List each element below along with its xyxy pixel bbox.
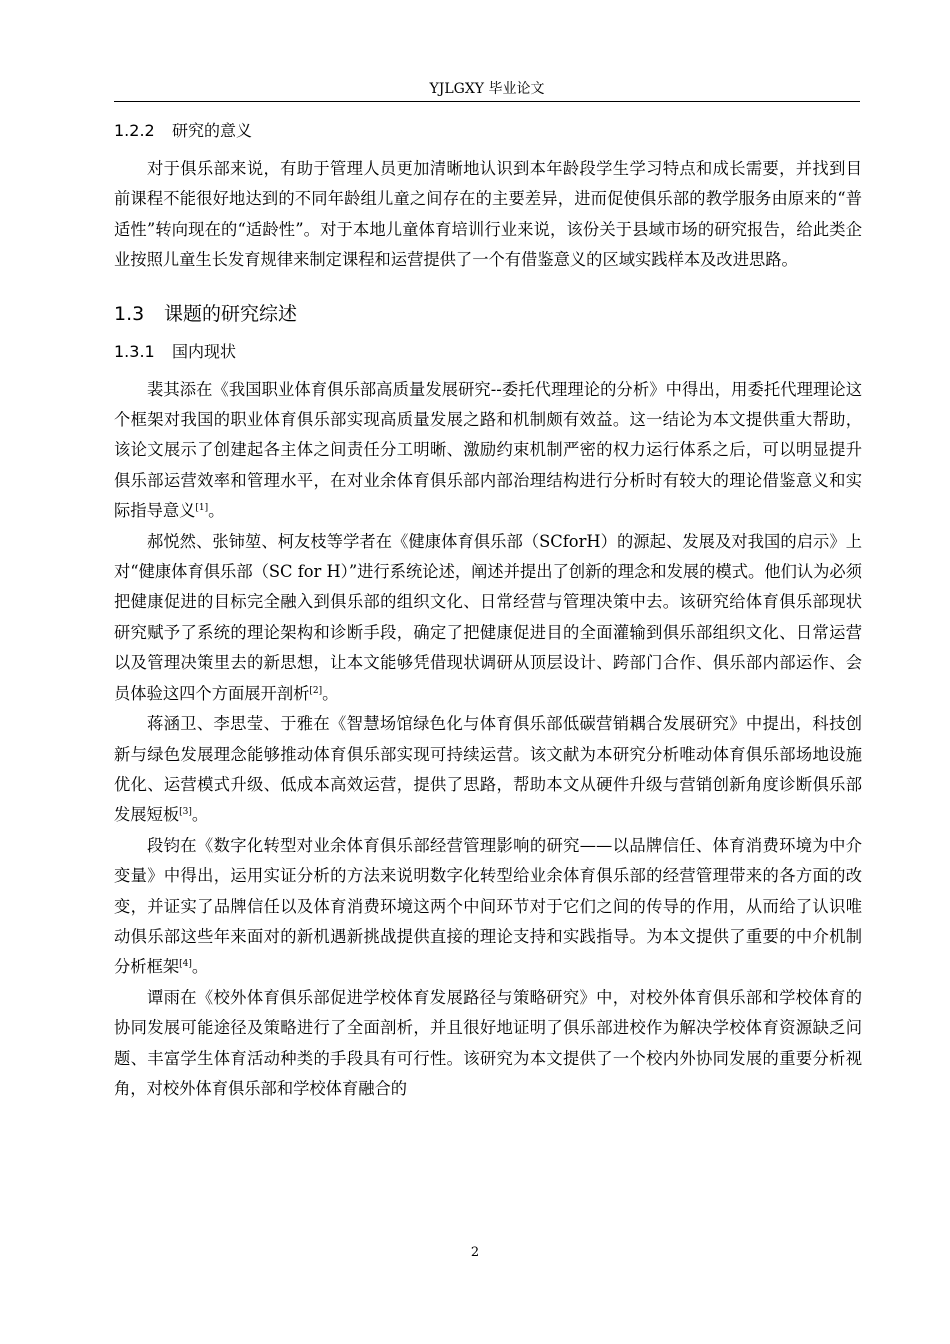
paragraph-tan-yu: 谭雨在《校外体育俱乐部促进学校体育发展路径与策略研究》中，对校外体育俱乐部和学校体育的协同发展可能途径及策略进行了全面剖析，并且很好地证明了俱乐部进校作为解决学校体育资源缺乏问题、丰富学生体育活动种类的手段具有可行性。该研究为本文提供了一个校内外协同发展的重要分析视角，对校外体育俱乐部和学校体育融合的 bbox=[114, 987, 862, 1098]
paragraph-text: 裴其添在《我国职业体育俱乐部高质量发展研究--委托代理理论的分析》中得出，用委托代理理论这个框架对我国的职业体育俱乐部实现高质量发展之路和机制颇有效益。这一结论为本文提供重大帮助，该论文展示了创建起各主体之间责任分工明晰、激励约束机制严密的权力运行体系之后，可以明显提升俱乐部运营效率和管理水平，在对业余体育俱乐部内部治理结构进行分析时有较大的理论借鉴意义和实际指导意义 bbox=[114, 379, 862, 521]
paragraph-text: 蒋涵卫、李思莹、于雅在《智慧场馆绿色化与体育俱乐部低碳营销耦合发展研究》中提出，科技创新与绿色发展理念能够推动体育俱乐部实现可持续运营。该文献为本研究分析唯动体育俱乐部场地设施优化、运营模式升级、低成本高效运营，提供了思路，帮助本文从硬件升级与营销创新角度诊断俱乐部发展短板 bbox=[114, 714, 862, 825]
citation-3: [3] bbox=[179, 807, 192, 818]
paragraph-end: 。 bbox=[191, 957, 209, 977]
header-rule bbox=[114, 101, 860, 102]
paragraph-text: 段钧在《数字化转型对业余体育俱乐部经营管理影响的研究——以品牌信任、体育消费环境为中介变量》中得出，运用实证分析的方法来说明数字化转型给业余体育俱乐部的经营管理带来的各方面的改变，并证实了品牌信任以及体育消费环境这两个中间环节对于它们之间的传导的作用，从而给了认识唯动俱乐部这些年来面对的新机遇新挑战提供直接的理论支持和实践指导。为本文提供了重要的中介机制分析框架 bbox=[114, 835, 862, 977]
paragraph-end: 。 bbox=[191, 805, 209, 825]
paragraph-significance: 对于俱乐部来说，有助于管理人员更加清晰地认识到本年龄段学生学习特点和成长需要，并找到目前课程不能很好地达到的不同年龄组儿童之间存在的主要差异，进而促使俱乐部的教学服务由原来的“普适性”转向现在的“适龄性”。对于本地儿童体育培训行业来说，该份关于县域市场的研究报告，给此类企业按照儿童生长发育规律来制定课程和运营提供了一个有借鉴意义的区域实践样本及改进思路。 bbox=[114, 159, 862, 270]
section-number: 1.3 bbox=[114, 302, 145, 325]
paragraph-jiang-hanwei bbox=[114, 709, 862, 831]
paragraph-hao-yueran bbox=[114, 527, 862, 709]
section-heading-1-3-1 bbox=[114, 339, 862, 365]
paragraph-pei-qitian bbox=[114, 375, 862, 527]
citation-2: [2] bbox=[309, 685, 323, 696]
citation-4: [4] bbox=[179, 959, 192, 970]
section-heading-1-2-2 bbox=[114, 118, 862, 144]
page-header: YJLGXY 毕业论文 bbox=[429, 81, 545, 97]
citation-1: [1] bbox=[195, 503, 209, 514]
paragraph-text: 郝悦然、张铈堃、柯友枝等学者在《健康体育俱乐部（SCforH）的源起、发展及对我国的启示》上对“健康体育俱乐部（SC for H）”进行系统论述，阐述并提出了创新的理念和发展的模式。他们认为必须把健康促进的目标完全融入到俱乐部的组织文化、日常经营与管理决策中去。该研究给体育俱乐部现状研究赋予了系统的理论架构和诊断手段，确定了把健康促进目的全面灌输到俱乐部组织文化、日常运营以及管理决策里去的新思想，让本文能够凭借现状调研从顶层设计、跨部门合作、俱乐部内部运作、会员体验这四个方面展开剖析 bbox=[114, 531, 862, 703]
section-number: 1.3.1 bbox=[114, 341, 155, 361]
section-heading-1-3 bbox=[114, 299, 862, 329]
section-number: 1.2.2 bbox=[114, 121, 155, 140]
section-title: 研究的意义 bbox=[172, 121, 253, 140]
page-number: 2 bbox=[470, 1245, 480, 1260]
paragraph-end: 。 bbox=[208, 501, 225, 521]
paragraph-duan-jun bbox=[114, 831, 862, 983]
section-title: 国内现状 bbox=[172, 341, 237, 361]
section-title: 课题的研究综述 bbox=[164, 302, 298, 325]
page-content bbox=[114, 120, 862, 1104]
paragraph-end: 。 bbox=[322, 683, 339, 703]
